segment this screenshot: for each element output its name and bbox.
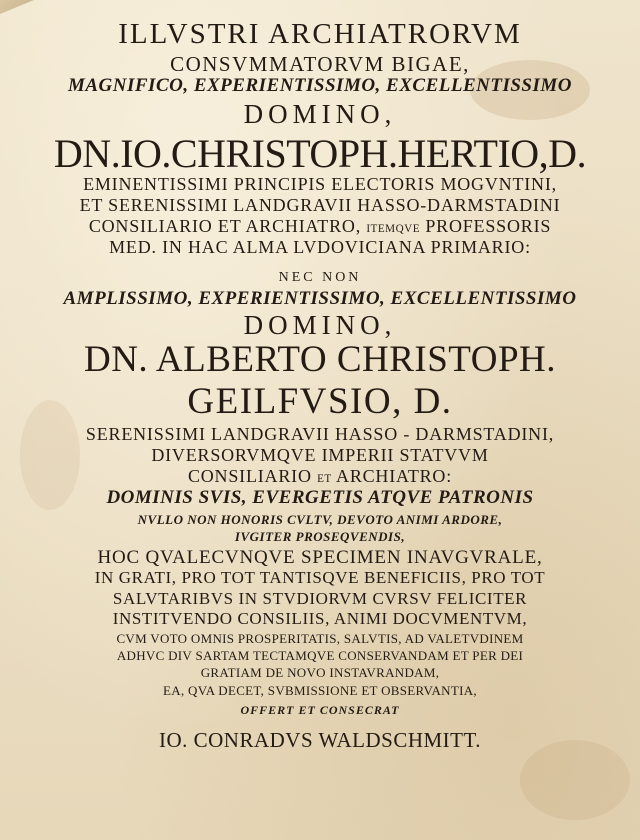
domino-1: DOMINO, [243,99,397,129]
wish-line-1: CVM VOTO OMNIS PROSPERITATIS, SALVTIS, AD VALETVDINEM [116,631,524,646]
dedication-epithets-2: AMPLISSIMO, EXPERIENTISSIMO, EXCELLENTISSIMO [63,288,577,309]
title2-line-2: DIVERSORVMQVE IMPERII STATVVM [151,445,489,465]
heading-line-1: ILLVSTRI ARCHIATRORVM [118,18,522,50]
wish-line-3: GRATIAM DE NOVO INSTAVRANDAM, [200,665,440,680]
folded-corner [0,0,34,14]
title-line-3a: CONSILIARIO ET ARCHIATRO, [88,216,361,236]
offering-line-4: INSTITVENDO CONSILIIS, ANIMI DOCVMENTVM, [112,609,528,628]
title2-line-3c: ARCHIATRO: [336,466,453,486]
offert-line: OFFERT ET CONSECRAT [240,703,400,717]
domino-2: DOMINO, [243,310,397,340]
wish-line-2: ADHVC DIV SARTAM TECTAMQVE CONSERVANDAM ET PER DEI [116,648,524,663]
heading-line-2: CONSVMMATORVM BIGAE, [170,52,470,76]
title2-line-3a: CONSILIARIO [187,466,312,486]
nec-non: NEC NON [278,270,362,285]
patrons-line: DOMINIS SVIS, EVERGETIS ATQVE PATRONIS [106,487,534,508]
offering-line-2: IN GRATI, PRO TOT TANTISQVE BENEFICIIS, PRO TOT [94,568,546,587]
wish-line-4: EA, QVA DECET, SVBMISSIONE ET OBSERVANTIA, [163,683,477,698]
devotion-line-2: IVGITER PROSEQVENDIS, [234,529,406,544]
title-line-3 [0,216,640,237]
title-line-3b: ITEMQVE [366,223,421,235]
dedicatee-name-2b: GEILFVSIO, D. [187,381,453,422]
title2-line-3 [0,466,640,487]
title-line-4: MED. IN HAC ALMA LVDOVICIANA PRIMARIO: [109,237,531,257]
dedication-epithets-1: MAGNIFICO, EXPERIENTISSIMO, EXCELLENTISSIMO [67,75,573,96]
title-line-3c: PROFESSORIS [425,216,552,236]
title2-line-3b: ET [317,473,332,485]
title-line-1: EMINENTISSIMI PRINCIPIS ELECTORIS MOGVNTINI, [83,174,557,194]
title2-line-1: SERENISSIMI LANDGRAVII HASSO - DARMSTADINI, [85,424,555,444]
title-line-2: ET SERENISSIMI LANDGRAVII HASSO-DARMSTADINI [79,195,561,215]
dedicatee-name-2a: DN. ALBERTO CHRISTOPH. [83,339,557,380]
author-signature: IO. CONRADVS WALDSCHMITT. [158,728,482,752]
offering-line-3: SALVTARIBVS IN STVDIORVM CVRSV FELICITER [112,589,528,608]
dedicatee-name-1: DN.IO.CHRISTOPH.HERTIO,D. [53,131,587,176]
devotion-line-1: NVLLO NON HONORIS CVLTV, DEVOTO ANIMI ARDORE, [137,512,503,527]
offering-line-1: HOC QVALECVNQVE SPECIMEN INAVGVRALE, [97,547,543,568]
